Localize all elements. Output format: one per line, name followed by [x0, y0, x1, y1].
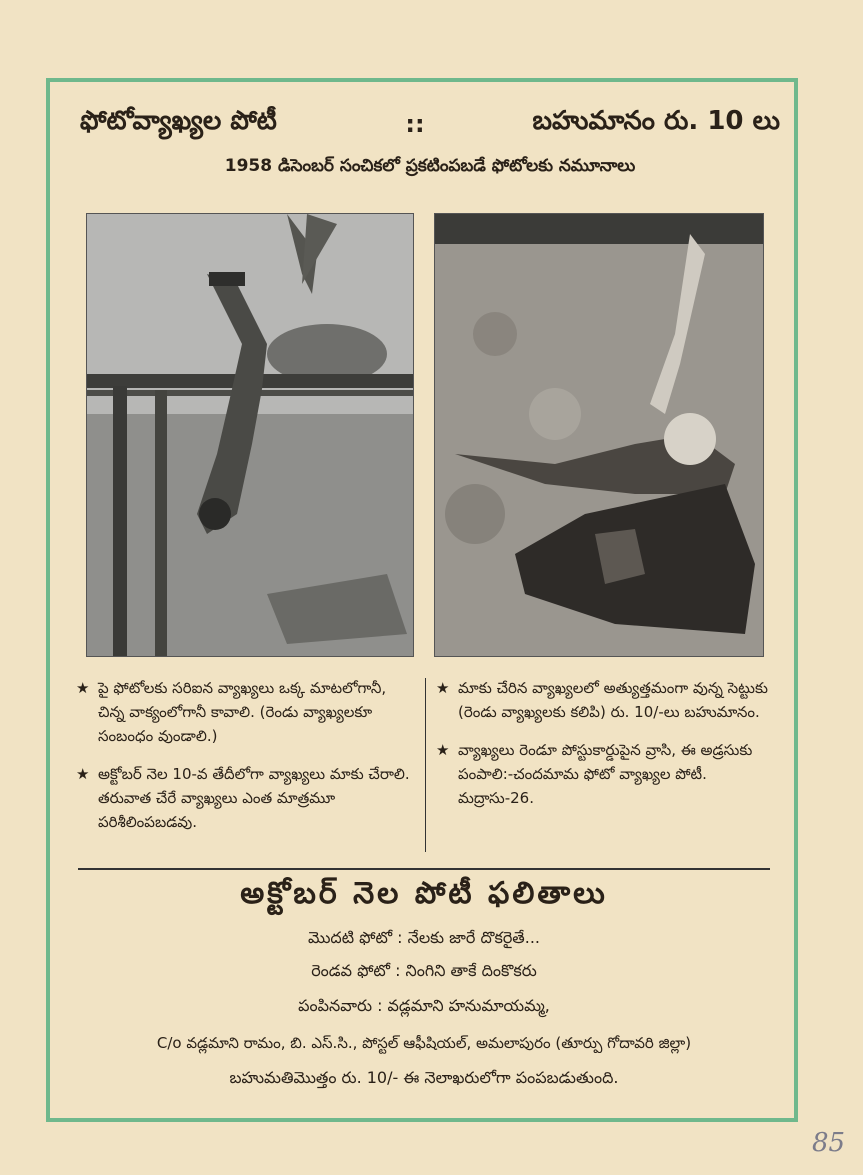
photo-dancer-leaning-back-image	[435, 214, 764, 657]
contest-header	[80, 100, 780, 148]
rule-item	[436, 738, 781, 810]
column-divider	[425, 678, 426, 852]
star-icon: ★	[76, 765, 90, 783]
photo-dancer-leaning-back	[434, 213, 764, 657]
photo-man-upside-down-image	[87, 214, 414, 657]
rules-column-right	[436, 676, 781, 824]
rule-text: మాకు చేరిన వ్యాఖ్యలలో అత్యుత్తమంగా వున్న సెట్టుకు (రెండు వ్యాఖ్యలకు కలిపి) రు. 10/-లు బహుమానం.	[458, 679, 768, 721]
contest-title: ఫోటోవ్యాఖ్యల పోటీ	[80, 106, 277, 136]
star-icon: ★	[436, 741, 450, 759]
photo-man-upside-down	[86, 213, 414, 657]
prize-heading: బహుమానం రు. 10 లు	[532, 106, 780, 136]
sample-photos-caption: 1958 డిసెంబర్ సంచికలో ప్రకటింపబడే ఫోటోలకు నమూనాలు	[224, 156, 636, 176]
rule-item	[76, 762, 416, 834]
rules-column-left	[76, 676, 416, 848]
winner-address: C/o వడ్లమాని రామం, బి. ఎస్.సి., పోస్టల్ ఆఫీషియల్, అమలాపురం (తూర్పు గోదావరి జిల్లా)	[156, 1034, 692, 1052]
rule-item	[436, 676, 781, 724]
star-icon: ★	[436, 679, 450, 697]
prize-note: బహుమతిమొత్తం రు. 10/- ఈ నెలాఖరులోగా పంపబడుతుంది.	[229, 1068, 619, 1087]
rule-item	[76, 676, 416, 748]
results-title: అక్టోబర్ నెల పోటీ ఫలితాలు	[240, 876, 608, 911]
section-divider	[78, 868, 770, 870]
rule-text: అక్టోబర్ నెల 10-వ తేదీలోగా వ్యాఖ్యలు మాకు చేరాలి. తరువాత చేరే వ్యాఖ్యలు ఎంత మాత్రమూ పరిశీలింపబడవు.	[98, 765, 410, 831]
winner-name: పంపినవారు : వడ్లమాని హనుమాయమ్మ,	[298, 996, 550, 1015]
first-photo-result: మొదటి ఫోటో : నేలకు జారే దొకరైతే...	[307, 928, 541, 947]
star-icon: ★	[76, 679, 90, 697]
rule-text: వ్యాఖ్యలు రెండూ పోస్టుకార్డుపైన వ్రాసి, ఈ అడ్రసుకు పంపాలి:-చందమామ ఫోటో వ్యాఖ్యల పోటీ. మద్రాసు-26.	[458, 741, 753, 807]
second-photo-result: రెండవ ఫోటో : నింగిని తాకే దింకొకరు	[311, 961, 537, 980]
rule-text: పై ఫోటోలకు సరిఐన వ్యాఖ్యలు ఒక్క మాటలోగానీ, చిన్న వాక్యంలోగానీ కావాలి. (రెండు వ్యాఖ్యలకూ సంబంధం వుండాలి.)	[98, 679, 387, 745]
header-separator: ::	[405, 110, 425, 138]
page-number: 85	[812, 1128, 846, 1158]
